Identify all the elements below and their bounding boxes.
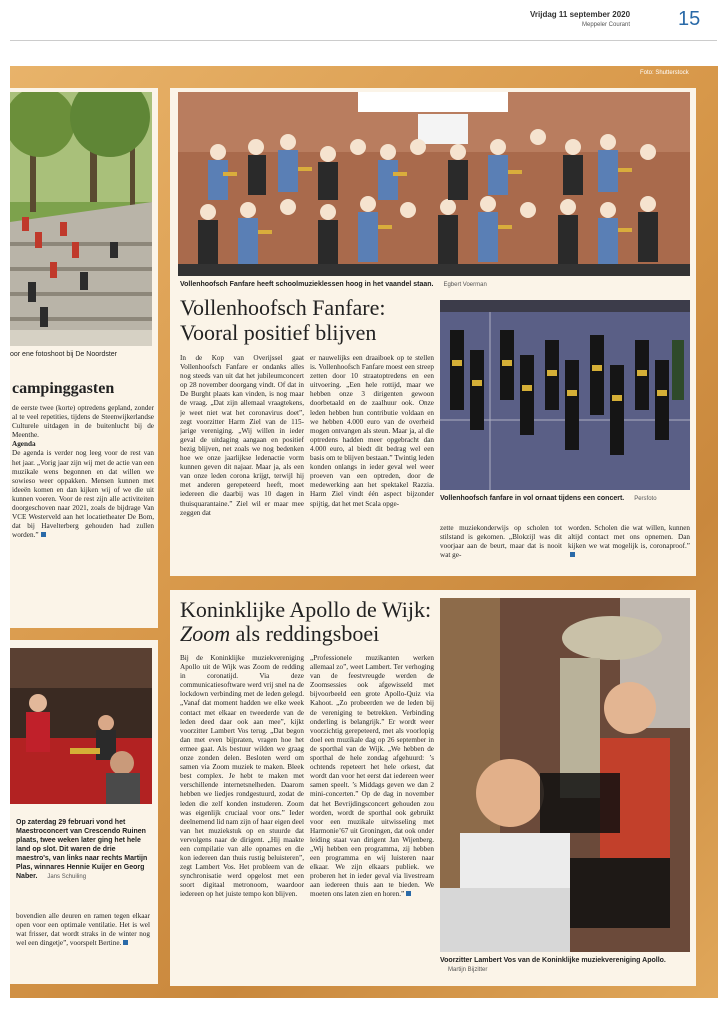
fanfare-children-photo — [178, 92, 690, 276]
article2-title-zoom: Zoom — [180, 621, 231, 646]
end-mark-icon — [41, 532, 46, 537]
agenda-subhead: Agenda — [12, 440, 36, 449]
camping-photo — [10, 92, 152, 346]
apollo-photographer: Martijn Bijzitter — [448, 967, 488, 973]
header-rule — [10, 40, 717, 41]
article1-col1: In de Kop van Overijssel gaat Vollenhoofsch Fanfare er ondanks alles nog steeds van uit dat het jubileumconcert op 28 november doorgang vindt. Of dat in De Burght plaats kan vinden, is nog maar de vraag. „Dat zijn allemaal vraagtekens, je weet niet wat het coronavirus doet”, zegt voorzitter Harm Ziel van de 115-jarige vereniging. „Wij willen in ieder geval de uitdaging aangaan en positief bezig blijven, net zoals we nog bedenken hoe we onze jaarlijkse ledenactie vorm kunnen geven dit najaar. Maar ja, als een van onze leden corona krijgt, terwijl hij met anderen gerepeteerd heeft, moet iedereen die daarbij was 10 dagen in thuisquarantaine.” Ziel wil er maar mee zeggen dat — [180, 354, 304, 517]
apollo-photo — [440, 598, 690, 952]
article1-col2: er nauwelijks een draaiboek op te stellen is. Vollenhoofsch Fanfare moest een streep zetten door 10 straatoptredens en een uitvoering. „Een hele rottijd, maar we hebben onze 3 dirigenten gewoon doorbetaald en de zaalhuur ook. Onze leden hebben hun contributie voldaan en we hebben 4.000 euro van de overheid mogen ontvangen als steun. Maar ja, al die optredens hadden meer opgebracht dan 4.000 euro, al biedt dit bedrag wel een basis om te blijven bestaan.” Twintig leden konden onlangs in ieder geval wel weer proeven van een optreden, door de medewerking aan het spektakel Razzia. Harm Ziel vindt één aspect bijzonder spijtig, dat het met Scala opge- — [310, 354, 434, 508]
end-mark-icon — [123, 940, 128, 945]
camping-photo-caption: oor ene fotoshoot bij De Noordster — [10, 351, 118, 358]
end-mark-icon — [570, 552, 575, 557]
page-number: 15 — [678, 8, 701, 30]
fanfare-ornaat-caption-text: Vollenhoofsch fanfare in vol ornaat tijdens een concert. — [440, 495, 625, 502]
end-mark-icon — [406, 891, 411, 896]
header-paper-name: Meppeler Courant — [582, 22, 631, 28]
header-date: Vrijdag 11 september 2020 — [530, 10, 631, 19]
left-bottom-body — [16, 912, 150, 976]
fanfare-ornaat-photographer: Persfoto — [634, 496, 657, 502]
maestro-photographer: Jans Schuiling — [47, 874, 87, 880]
fanfare-children-caption — [180, 280, 690, 290]
fanfare-children-caption-text: Vollenhoofsch Fanfare heeft schoolmuzieklessen hoog in het vaandel staan. — [180, 281, 434, 288]
maestro-caption-text: Op zaterdag 29 februari vond het Maestroconcert van Crescendo Ruinen plaats, twee weken later ging het hele land op slot. Dit waren de drie maestro's, van links naar rechts Martijn Plas, winnares Hennie Kuijer en Georg Naber. — [16, 819, 148, 880]
article2-title-rest: als reddingsboei — [230, 621, 380, 646]
article2-title-line2 — [180, 622, 379, 646]
fanfare-children-photographer: Egbert Voerman — [443, 282, 487, 288]
camping-body — [12, 404, 154, 619]
camping-body-text-2: De agenda is verder nog leeg voor de rest van het jaar. „Vorig jaar zijn wij met de actie van een muzikale wens begonnen en dat willen we sowieso weer oppakken. Mensen kunnen met ideeën komen en dan kijken wij of we die uit kunnen voeren. Voor de rest zijn alle activiteiten doorgeschoven naar 2021, zoals de bijdrage Van VCE Westerveld aan het locatietheater De Bom, dat bij Havelterberg gehouden had zullen worden.” — [12, 449, 154, 540]
article1-col4 — [568, 524, 690, 568]
article1-title-line1: Vollenhoofsch Fanfare: — [180, 295, 386, 320]
left-bottom-body-text: bovendien alle deuren en ramen tegen elkaar open voor een optimale ventilatie. Het is wel wat frisser, dat wordt straks in de winter nog wel een dingetje”, voorspelt Bertine. — [16, 912, 150, 948]
apollo-caption-text: Voorzitter Lambert Vos van de Koninklijke muziekvereniging Apollo. — [440, 957, 666, 964]
camping-body-text-1: de eerste twee (korte) optredens gepland, zonder al te veel repetities, tijdens de Steenwijkerlandse Culturele uitdagen in de buitenlucht bij de Meenthe. — [12, 404, 154, 440]
article2-col2 — [310, 654, 434, 980]
maestro-photo — [10, 648, 152, 804]
article2-col1: Bij de Koninklijke muziekvereniging Apollo uit de Wijk was Zoom de redding in coronatijd. Via deze communicatiesoftware werd vrij snel na de lockdown verbinding met de leden gelegd. „Vanaf dat moment hadden we elke week contact met elkaar en tweederde van de leden deed daar ook aan mee”, kijkt voorzitter Lambert Vos terug. „Dat begon dan met even bijpraten, vragen hoe het ermee gaat. Als bestuur wilden we graag onze zonden delen. Besloten werd om samen via Zoom muziek te maken. Bleek best complex. Je hebt te maken met verschillende internetsnelheden. Daarom hebben we liedjes rondgestuurd, zodat de leden die zelf konden instuderen. Zoom was eigenlijk cruciaal voor ons.” Ieder deelnemend lid nam zijn of haar eigen deel van het muziekstuk op en stuurde dat vervolgens naar de dirigent. „Hij maakte een compilatie van alle opnames en die kon iedereen dan thuis rustig beluisteren”, zegt Lambert Vos. Het probleem van de synchronisatie werd opgelost met een soort digitaal metronoom, waardoor iedereen op het juiste tempo kon blijven. — [180, 654, 304, 899]
article1-col3: zette muziekonderwijs op scholen tot stilstand is gekomen. „Blokzijl was dit voorjaar aan de beurt, maar dat is nooit wat ge- — [440, 524, 562, 560]
article2-title-line1: Koninklijke Apollo de Wijk: — [180, 597, 432, 622]
fanfare-ornaat-caption — [440, 494, 690, 504]
article1-col4-text: worden. Scholen die wat willen, kunnen altijd contact met ons opnemen. Dan kijken we wat mogelijk is, coronaproof.” — [568, 524, 690, 551]
apollo-caption — [440, 956, 690, 975]
frame-photo-credit: Foto: Shutterstock — [640, 70, 689, 76]
camping-heading: campinggasten — [12, 380, 115, 397]
fanfare-ornaat-photo — [440, 300, 690, 490]
article2-col2-text: „Professionele muzikanten werken allemaal zo”, weet Lambert. Ter verhoging van de feestvreugde werden de Zoomsessies ook afgewisseld met bijvoorbeeld een grote Apollo-Quiz via Kahoot. „Zo probeerden we de leden bij de vereniging te betrekken. Verbinding onderling is belangrijk.” Er wordt weer voorzichtig gerepeteerd, met als voorlopig doel een muzikale dag op 26 september in de sporthal van de Wijk. „We hebben de sporthal de hele zondag afgehuurd: ’s ochtends repeteert het hele orkest, dat wordt dan voor het eerst dat iedereen weer samen speelt. ’s Middags geven we dan 2 mini-concerten.” Op de dag in november dat het Bevrijdingsconcert gehouden zou worden, wordt de sporthal ook gebruikt voor een muzikale uitwisseling met Harmonie’67 uit Groningen, dat ook onder leiding staat van dirigent Jan Wijenberg. „Wij hebben een programma, zij hebben een programma en wij luisteren naar elkaar. We zijn elkaars publiek. we proberen het in ieder geval via livestream aan iedereen thuis aan te bieden. We moeten ons laten zien en horen.” — [310, 654, 434, 899]
article1-title-line2: Vooral positief blijven — [180, 320, 377, 345]
maestro-caption — [16, 818, 150, 882]
